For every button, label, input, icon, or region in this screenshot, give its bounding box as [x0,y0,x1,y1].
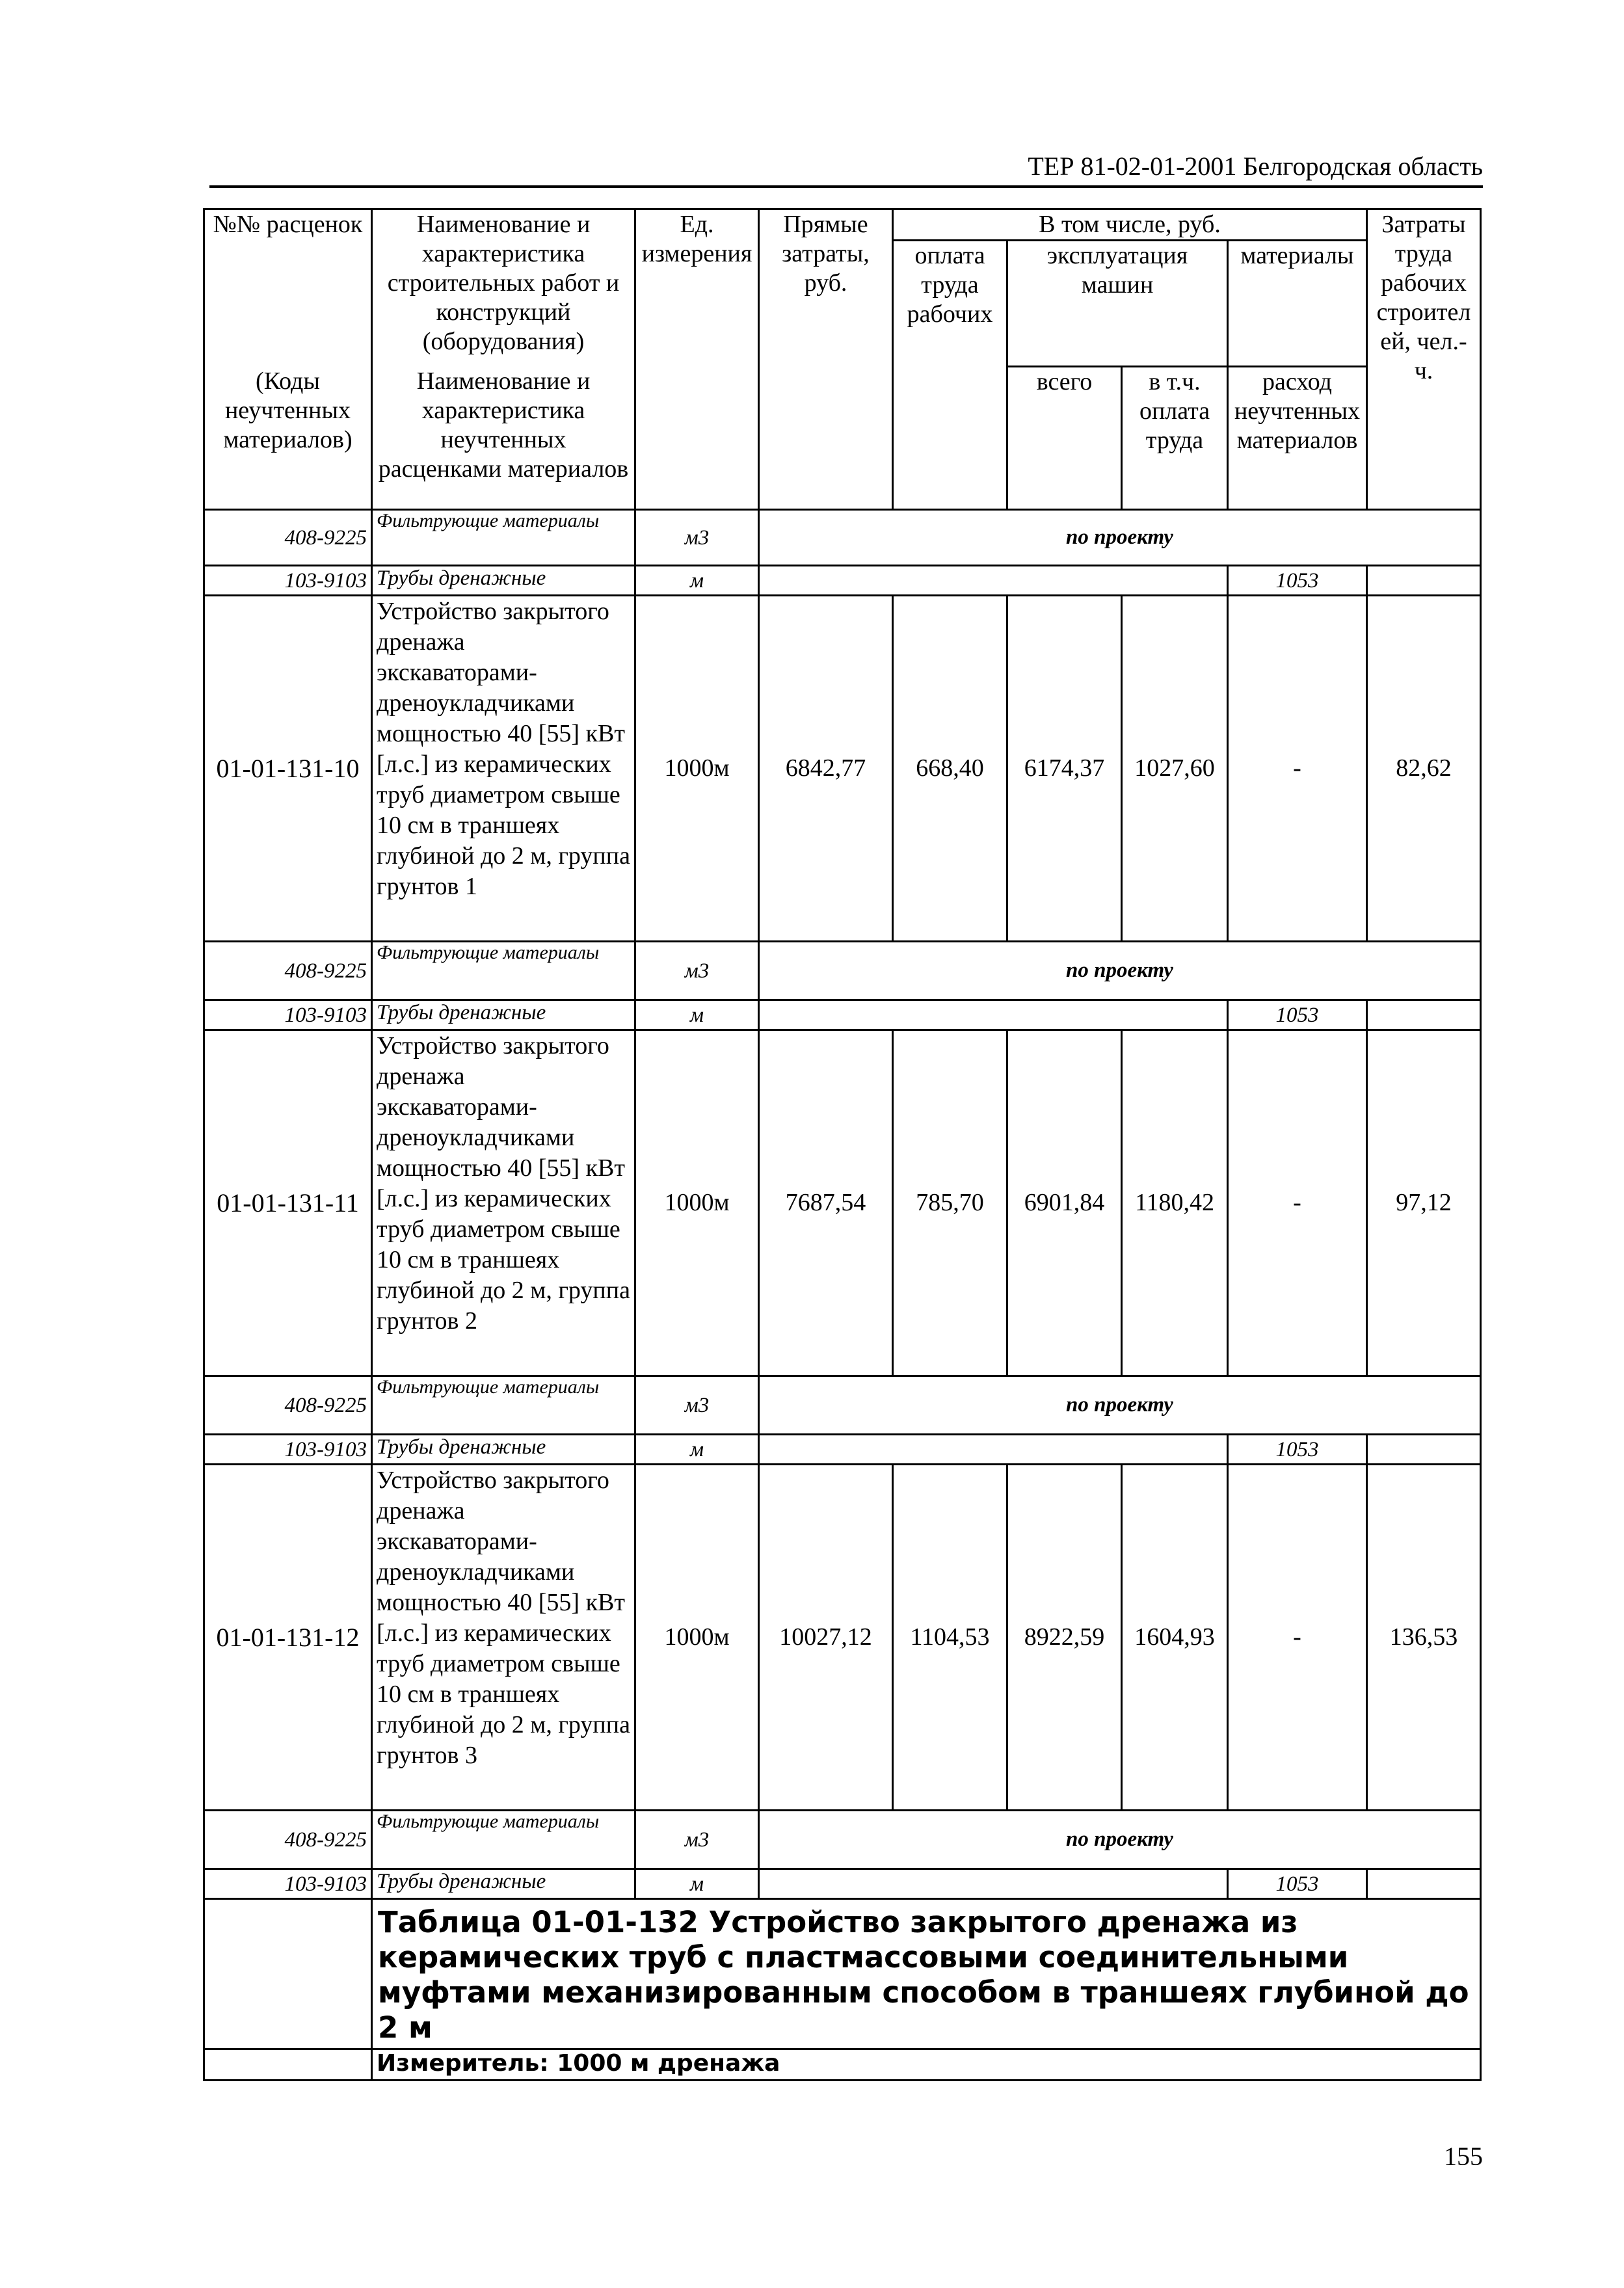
material-value: 1053 [1228,1000,1367,1030]
rates-table [203,208,1482,2081]
filter-row [204,1376,1481,1435]
rate-row [204,1465,1481,1811]
material-code: 103-9103 [204,1000,372,1030]
pipe-row [204,1435,1481,1465]
rate-unit: 1000м [635,1465,759,1811]
empty-cell [204,1899,372,2049]
rate-code: 01-01-131-11 [204,1030,372,1376]
rate-machines-labor: 1604,93 [1122,1465,1228,1811]
material-code: 103-9103 [204,1435,372,1465]
material-name: Трубы дренажные [372,1000,635,1030]
rate-row [204,596,1481,942]
rate-materials: - [1228,1465,1367,1811]
col-name-header: Наименование и характеристика строительных работ и конструкций (оборудования) [372,209,635,367]
rate-materials: - [1228,596,1367,942]
material-name: Трубы дренажные [372,1435,635,1465]
material-value: по проекту [759,1811,1481,1869]
empty-cell [1367,1435,1481,1465]
rate-machines-total: 8922,59 [1007,1465,1122,1811]
table-measure: Измеритель: 1000 м дренажа [372,2049,1481,2081]
empty-cell [759,1869,1228,1899]
material-code: 408-9225 [204,942,372,1000]
empty-cell [204,2049,372,2081]
material-value: 1053 [1228,1435,1367,1465]
material-value: 1053 [1228,566,1367,596]
col-labor-pay-header: оплата труда рабочих [893,241,1007,510]
empty-cell [759,566,1228,596]
material-name: Трубы дренажные [372,566,635,596]
rate-description: Устройство закрытого дренажа экскаваторами-дреноукладчиками мощностью 40 [55] кВт [л.с.] из керамических труб диаметром свыше 10 см в траншеях глубиной до 2 м, группа грунтов 3 [372,1465,635,1811]
material-value: по проекту [759,1376,1481,1435]
material-name: Трубы дренажные [372,1869,635,1899]
col-total-header: всего [1007,367,1122,510]
table-title-row [204,1899,1481,2049]
rate-labor-cost: 82,62 [1367,596,1481,942]
rate-machines-total: 6901,84 [1007,1030,1122,1376]
material-value: по проекту [759,510,1481,566]
pipe-row [204,1869,1481,1899]
header-rule [209,185,1483,188]
rate-labor-cost: 136,53 [1367,1465,1481,1811]
measure-row [204,2049,1481,2081]
rate-code: 01-01-131-10 [204,596,372,942]
rate-direct: 10027,12 [759,1465,893,1811]
rate-labor-pay: 1104,53 [893,1465,1007,1811]
col-materials-header: материалы [1228,241,1367,367]
filter-row [204,942,1481,1000]
rate-materials: - [1228,1030,1367,1376]
material-name: Фильтрующие материалы [372,942,635,1000]
rate-direct: 7687,54 [759,1030,893,1376]
material-code: 408-9225 [204,1376,372,1435]
filter-row [204,1811,1481,1869]
rate-unit: 1000м [635,1030,759,1376]
header-row-1 [204,209,1481,241]
material-name: Фильтрующие материалы [372,1811,635,1869]
pipe-row [204,1000,1481,1030]
material-unit: м3 [635,510,759,566]
empty-cell [759,1000,1228,1030]
col-incl-labor-header: в т.ч. оплата труда [1122,367,1228,510]
col-name-subheader: Наименование и характеристика неучтенных расценками материалов [372,367,635,510]
col-code-subheader: (Коды неучтенных материалов) [204,367,372,510]
material-unit: м3 [635,1811,759,1869]
filter-row [204,510,1481,566]
rate-unit: 1000м [635,596,759,942]
rate-labor-pay: 668,40 [893,596,1007,942]
material-unit: м [635,566,759,596]
col-machines-header: эксплуатация машин [1007,241,1228,367]
material-name: Фильтрующие материалы [372,510,635,566]
col-labor-cost-header: Затраты труда рабочих строителей, чел.-ч. [1367,209,1481,510]
material-code: 103-9103 [204,1869,372,1899]
material-name: Фильтрующие материалы [372,1376,635,1435]
page-number: 155 [1444,2142,1483,2171]
rate-machines-labor: 1180,42 [1122,1030,1228,1376]
rate-description: Устройство закрытого дренажа экскаваторами-дреноукладчиками мощностью 40 [55] кВт [л.с.] из керамических труб диаметром свыше 10 см в траншеях глубиной до 2 м, группа грунтов 2 [372,1030,635,1376]
empty-cell [759,1435,1228,1465]
material-unit: м [635,1435,759,1465]
rate-labor-cost: 97,12 [1367,1030,1481,1376]
material-unit: м [635,1869,759,1899]
material-code: 408-9225 [204,1811,372,1869]
rate-machines-labor: 1027,60 [1122,596,1228,942]
material-unit: м3 [635,942,759,1000]
col-incl-header: В том числе, руб. [893,209,1367,241]
rate-labor-pay: 785,70 [893,1030,1007,1376]
rate-description: Устройство закрытого дренажа экскаваторами-дреноукладчиками мощностью 40 [55] кВт [л.с.] из керамических труб диаметром свыше 10 см в траншеях глубиной до 2 м, группа грунтов 1 [372,596,635,942]
material-value: по проекту [759,942,1481,1000]
col-unacc-usage-header: расход неучтенных материалов [1228,367,1367,510]
col-unit-header: Ед. измерения [635,209,759,510]
material-unit: м [635,1000,759,1030]
rate-code: 01-01-131-12 [204,1465,372,1811]
pipe-row [204,566,1481,596]
empty-cell [1367,566,1481,596]
material-unit: м3 [635,1376,759,1435]
col-direct-header: Прямые затраты, руб. [759,209,893,510]
material-code: 103-9103 [204,566,372,596]
empty-cell [1367,1869,1481,1899]
material-code: 408-9225 [204,510,372,566]
rate-machines-total: 6174,37 [1007,596,1122,942]
document-header: ТЕР 81-02-01-2001 Белгородская область [1028,152,1483,181]
material-value: 1053 [1228,1869,1367,1899]
table-title: Таблица 01-01-132 Устройство закрытого дренажа из керамических труб с пластмассовыми соединительными муфтами механизированным способом в траншеях глубиной до 2 м [372,1899,1481,2049]
empty-cell [1367,1000,1481,1030]
rate-direct: 6842,77 [759,596,893,942]
rate-row [204,1030,1481,1376]
col-code-header: №№ расценок [204,209,372,367]
